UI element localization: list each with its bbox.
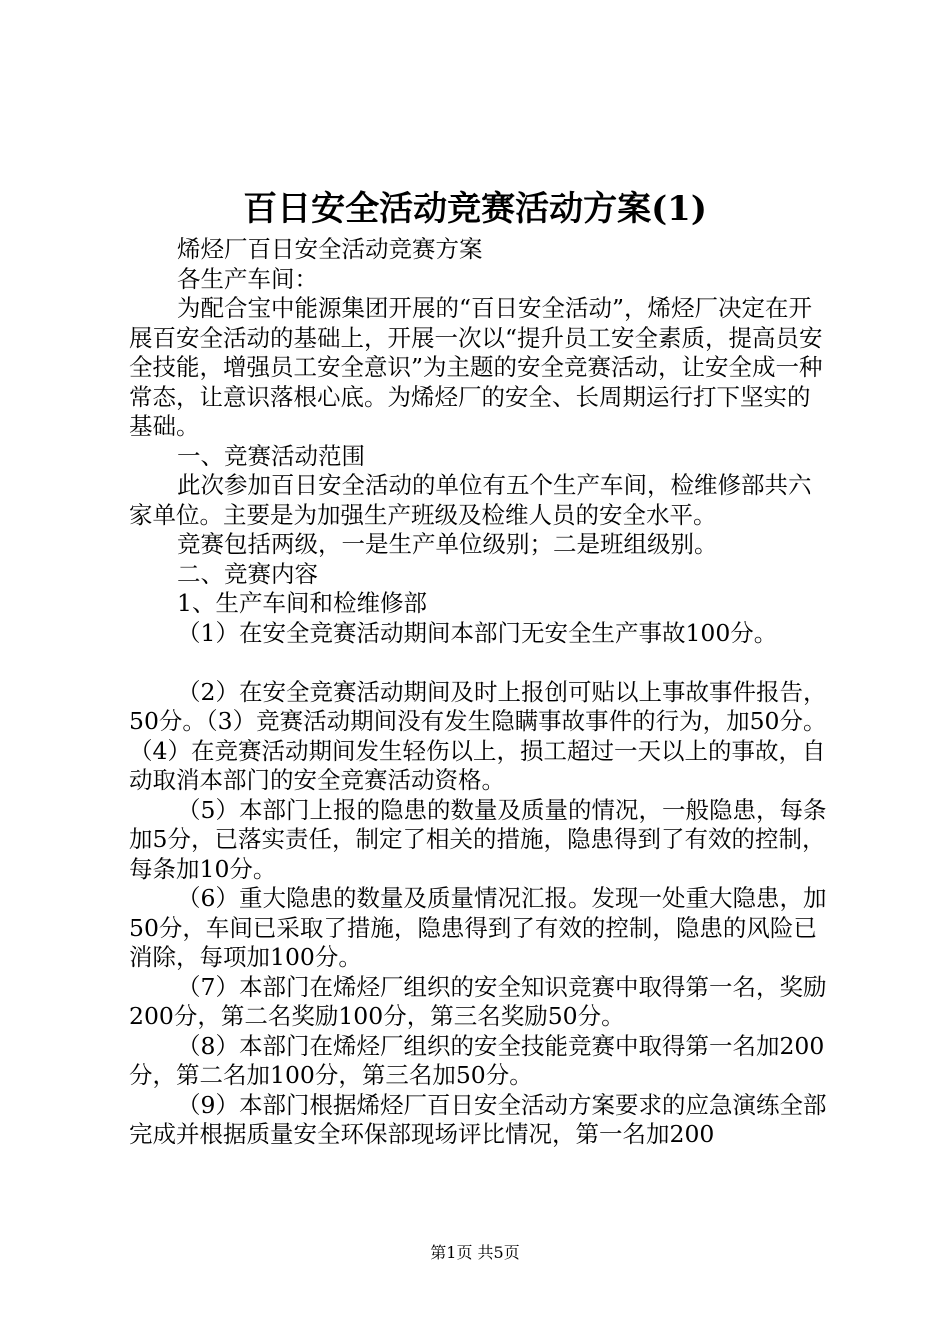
item-7: （7）本部门在烯烃厂组织的安全知识竞赛中取得第一名，奖励200分，第二名奖励100分，第三名奖励50分。	[129, 972, 827, 1030]
item-6: （6）重大隐患的数量及质量情况汇报。发现一处重大隐患，加50分，车间已采取了措施，隐患得到了有效的控制，隐患的风险已消除，每项加100分。	[129, 884, 827, 971]
item-8: （8）本部门在烯烃厂组织的安全技能竞赛中取得第一名加200分，第二名加100分，第三名加50分。	[129, 1031, 825, 1089]
document-body	[129, 235, 829, 1150]
paragraph-intro: 为配合宝中能源集团开展的“百日安全活动”，烯烃厂决定在开展百安全活动的基础上，开展一次以“提升员工安全素质，提高员安全技能，增强员工安全意识”为主题的安全竞赛活动，让安全成一种常态，让意识落根心底。为烯烃厂的安全、长周期运行打下坚实的基础。	[129, 294, 823, 440]
paragraph-heading: 烯烃厂百日安全活动竞赛方案	[177, 235, 483, 263]
paragraph-salutation: 各生产车间：	[177, 264, 318, 293]
document-title: 百日安全活动竞赛活动方案(1)	[243, 189, 707, 229]
section-heading-scope: 一、竞赛活动范围	[177, 441, 365, 470]
item-1: （1）在安全竞赛活动期间本部门无安全生产事故100分。	[177, 618, 778, 647]
page-footer: 第1页 共5页	[430, 1243, 520, 1262]
blank-line	[129, 648, 829, 678]
item-5: （5）本部门上报的隐患的数量及质量的情况，一般隐患，每条加5分，已落实责任，制定了相关的措施，隐患得到了有效的控制，每条加10分。	[129, 795, 827, 883]
item-2-4: （2）在安全竞赛活动期间及时上报创可贴以上事故事件报告，50分。（3）竞赛活动期间没有发生隐瞒事故事件的行为，加50分。（4）在竞赛活动期间发生轻伤以上，损工超过一天以上的事故，自动取消本部门的安全竞赛活动资格。	[129, 677, 827, 794]
item-9: （9）本部门根据烯烃厂百日安全活动方案要求的应急演练全部完成并根据质量安全环保部现场评比情况，第一名加200	[129, 1090, 827, 1148]
paragraph-levels: 竞赛包括两级，一是生产单位级别；二是班组级别。	[177, 530, 718, 558]
paragraph-scope: 此次参加百日安全活动的单位有五个生产车间，检维修部共六家单位。主要是为加强生产班级及检维人员的安全水平。	[129, 471, 812, 529]
subsection-heading: 1、生产车间和检维修部	[177, 589, 427, 617]
section-heading-content: 二、竞赛内容	[177, 559, 318, 588]
